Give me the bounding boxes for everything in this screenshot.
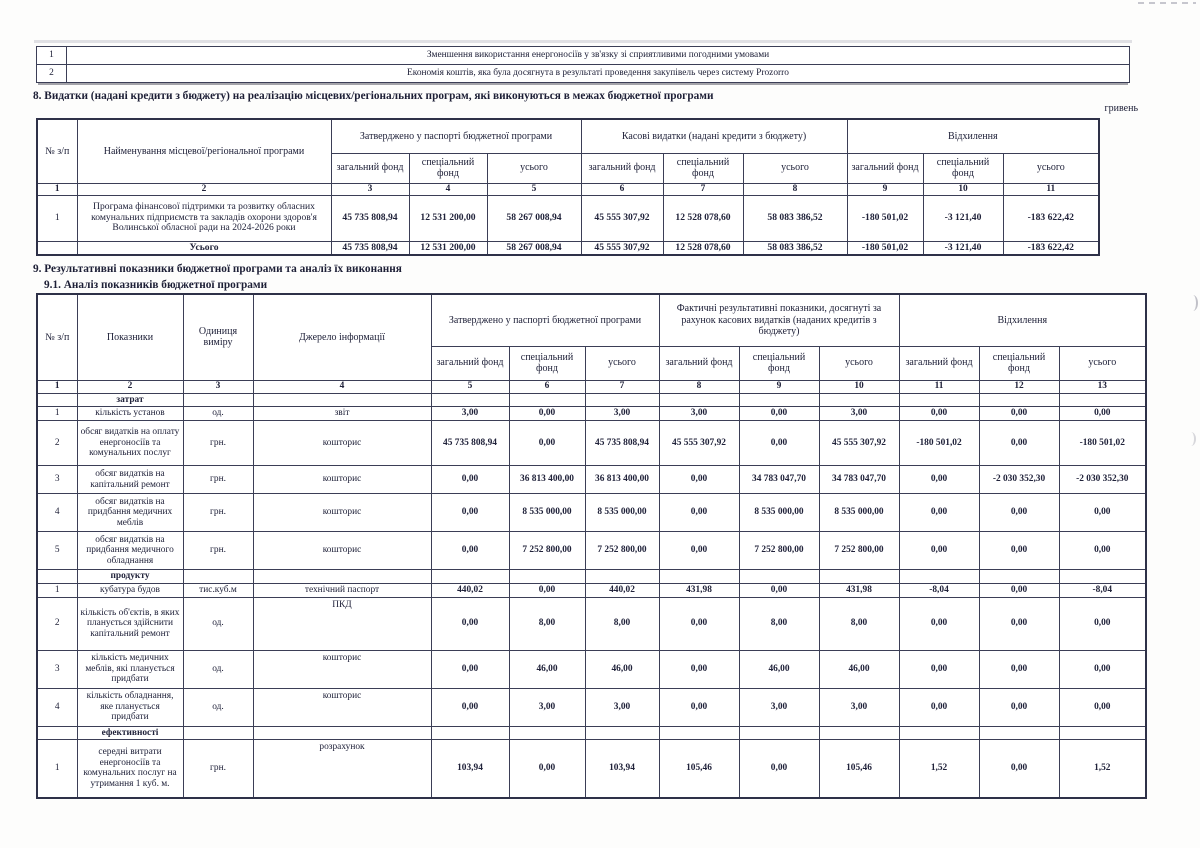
table-cell: 10	[819, 380, 899, 393]
table-cell: -3 121,40	[923, 241, 1003, 255]
table-cell	[37, 393, 77, 407]
table-cell: -2 030 352,30	[1059, 466, 1146, 494]
table-cell: 11	[1003, 183, 1099, 195]
table-cell: 0,00	[739, 421, 819, 466]
table-cell: 8,00	[585, 597, 659, 650]
table-cell: 3,00	[819, 688, 899, 726]
table-group-header-row	[37, 294, 1146, 346]
table-cell	[899, 570, 979, 584]
table-cell: 0,00	[899, 494, 979, 532]
table-cell: -183 622,42	[1003, 241, 1099, 255]
table-cell	[37, 570, 77, 584]
table-cell: 8	[659, 380, 739, 393]
table-cell: 0,00	[979, 597, 1059, 650]
table-cell	[1059, 393, 1146, 407]
table-row	[37, 183, 1099, 195]
table-cell: 58 083 386,52	[743, 241, 847, 255]
table-cell	[1059, 726, 1146, 740]
table-cell: грн.	[183, 494, 253, 532]
table-cell: 45 555 307,92	[819, 421, 899, 466]
table-row	[37, 65, 1130, 83]
table-cell: 105,46	[659, 740, 739, 798]
table-cell: 4	[37, 688, 77, 726]
table-cell: 5	[487, 183, 581, 195]
table-cell	[37, 241, 77, 255]
table-cell: 431,98	[659, 583, 739, 597]
table-cell: кошторис	[253, 421, 431, 466]
table-cell	[509, 393, 585, 407]
sub-header-special-fund: спеціальний фонд	[979, 346, 1059, 380]
table-cell: 103,94	[585, 740, 659, 798]
table-cell: затрат	[77, 393, 183, 407]
table-cell: 0,00	[431, 466, 509, 494]
table-cell: 0,00	[431, 532, 509, 570]
sub-header-total: усього	[743, 153, 847, 183]
table-cell: 440,02	[431, 583, 509, 597]
table-cell: кошторис	[253, 532, 431, 570]
table-cell: 9	[739, 380, 819, 393]
table-cell	[819, 393, 899, 407]
table-cell: 8 535 000,00	[739, 494, 819, 532]
sub-header-general-fund: загальний фонд	[847, 153, 923, 183]
table-cell: 6	[509, 380, 585, 393]
table-cell: 0,00	[509, 421, 585, 466]
group-header-deviation: Відхилення	[847, 119, 1099, 153]
table-cell	[1059, 570, 1146, 584]
table-cell	[37, 726, 77, 740]
table-cell: 0,00	[739, 740, 819, 798]
table-cell	[585, 726, 659, 740]
table-cell: 0,00	[899, 597, 979, 650]
table-cell: кошторис	[253, 494, 431, 532]
sub-header-total: усього	[1003, 153, 1099, 183]
table-cell: 2	[37, 597, 77, 650]
sub-header-total: усього	[1059, 346, 1146, 380]
table-cell: 34 783 047,70	[819, 466, 899, 494]
table-cell: 8,00	[739, 597, 819, 650]
table-cell	[659, 570, 739, 584]
table-cell: 45 735 808,94	[585, 421, 659, 466]
table-row	[37, 407, 1146, 421]
table-row	[37, 241, 1099, 255]
table-cell	[979, 393, 1059, 407]
sub-header-general-fund: загальний фонд	[899, 346, 979, 380]
table-cell: 45 555 307,92	[581, 195, 663, 241]
table-cell: 3,00	[585, 688, 659, 726]
table-cell	[659, 726, 739, 740]
table-cell: 440,02	[585, 583, 659, 597]
table-cell: 0,00	[659, 597, 739, 650]
table-cell: 12	[979, 380, 1059, 393]
scan-artifact-margin-mark	[1186, 432, 1196, 446]
table-cell	[739, 393, 819, 407]
table-cell: 4	[37, 494, 77, 532]
table-cell: звіт	[253, 407, 431, 421]
table-row	[37, 494, 1146, 532]
table-cell: 103,94	[431, 740, 509, 798]
scan-artifact-cut-line	[34, 40, 1132, 43]
table-cell	[899, 393, 979, 407]
table-cell: 3,00	[431, 407, 509, 421]
table-cell: 105,46	[819, 740, 899, 798]
table-cell: 3	[183, 380, 253, 393]
table-cell	[431, 726, 509, 740]
table-cell: од.	[183, 650, 253, 688]
table-cell: 431,98	[819, 583, 899, 597]
table-cell: 45 735 808,94	[331, 195, 409, 241]
table-cell: 12 531 200,00	[409, 241, 487, 255]
table-cell: 0,00	[1059, 597, 1146, 650]
sub-header-total: усього	[487, 153, 581, 183]
col-header-num: № з/п	[37, 119, 77, 183]
col-header-unit: Одиниця виміру	[183, 294, 253, 380]
table-row	[37, 688, 1146, 726]
table-cell: 7 252 800,00	[509, 532, 585, 570]
table-cell: кількість установ	[77, 407, 183, 421]
table-row	[37, 583, 1146, 597]
table-cell	[183, 393, 253, 407]
savings-notes-table	[36, 46, 1130, 83]
table-cell: 2	[37, 421, 77, 466]
section9-title: 9. Результативні показники бюджетної програми та аналіз їх виконання	[33, 263, 402, 275]
table-cell	[183, 570, 253, 584]
table-cell: 0,00	[979, 740, 1059, 798]
table-row	[37, 466, 1146, 494]
table-cell: 0,00	[509, 740, 585, 798]
table-cell	[509, 726, 585, 740]
table-cell: 0,00	[659, 532, 739, 570]
group-header-approved: Затверджено у паспорті бюджетної програми	[431, 294, 659, 346]
table-cell: кошторис	[253, 688, 431, 726]
table-cell: 0,00	[431, 597, 509, 650]
table-cell: 0,00	[509, 407, 585, 421]
table-cell: грн.	[183, 532, 253, 570]
table-cell: обсяг видатків на придбання медичних меблів	[77, 494, 183, 532]
table-cell: 2	[77, 183, 331, 195]
table-cell: кошторис	[253, 650, 431, 688]
table-cell: 0,00	[979, 583, 1059, 597]
table-cell: ПКД	[253, 597, 431, 650]
table-cell: 3	[331, 183, 409, 195]
table-cell: 0,00	[979, 494, 1059, 532]
table-cell: кількість медичних меблів, які планується придбати	[77, 650, 183, 688]
table-cell: 3,00	[739, 688, 819, 726]
table-row	[37, 421, 1146, 466]
table-cell: 1	[37, 740, 77, 798]
table-cell: 3,00	[585, 407, 659, 421]
table-cell: 8 535 000,00	[509, 494, 585, 532]
table-cell: 3	[37, 650, 77, 688]
currency-note: гривень	[1104, 103, 1138, 114]
group-header-cash: Касові видатки (надані кредити з бюджету)	[581, 119, 847, 153]
sub-header-general-fund: загальний фонд	[331, 153, 409, 183]
table-cell: обсяг видатків на придбання медичного обладнання	[77, 532, 183, 570]
table-cell: 6	[581, 183, 663, 195]
table-cell: 1	[37, 47, 67, 65]
table-cell: 46,00	[509, 650, 585, 688]
table-row	[37, 597, 1146, 650]
table-cell: 2	[77, 380, 183, 393]
table-cell: Програма фінансової підтримки та розвитку обласних комунальних підприємств та закладів охорони здоров'я Волинської обласної ради на 2024-2026 роки	[77, 195, 331, 241]
table-cell: -180 501,02	[1059, 421, 1146, 466]
group-header-actual: Фактичні результативні показники, досягнуті за рахунок касових видатків (наданих кредитів з бюджету)	[659, 294, 899, 346]
table-cell: -180 501,02	[899, 421, 979, 466]
table-cell	[819, 570, 899, 584]
table-cell: 0,00	[899, 650, 979, 688]
table-cell: 7	[663, 183, 743, 195]
table-cell: 1	[37, 195, 77, 241]
table-cell: тис.куб.м	[183, 583, 253, 597]
table-cell: 46,00	[585, 650, 659, 688]
table-cell: розрахунок	[253, 740, 431, 798]
table-cell: грн.	[183, 466, 253, 494]
group-header-approved: Затверджено у паспорті бюджетної програми	[331, 119, 581, 153]
table-cell	[979, 570, 1059, 584]
sub-header-special-fund: спеціальний фонд	[509, 346, 585, 380]
table-cell	[509, 570, 585, 584]
table-cell: -8,04	[899, 583, 979, 597]
table-cell: 11	[899, 380, 979, 393]
table-cell: 36 813 400,00	[585, 466, 659, 494]
table-cell	[659, 393, 739, 407]
section8-title: 8. Видатки (надані кредити з бюджету) на реалізацію місцевих/регіональних програм, які виконуються в межах бюджетної програми	[33, 90, 714, 102]
table-cell: 8	[743, 183, 847, 195]
table-cell: кількість об'єктів, в яких планується здійснити капітальний ремонт	[77, 597, 183, 650]
table-cell: кошторис	[253, 466, 431, 494]
table-cell: 0,00	[659, 494, 739, 532]
table-cell: 3,00	[659, 407, 739, 421]
section-label-row	[37, 570, 1146, 584]
table-cell: 13	[1059, 380, 1146, 393]
sub-header-general-fund: загальний фонд	[581, 153, 663, 183]
table-row	[37, 380, 1146, 393]
table-cell: 2	[37, 65, 67, 83]
table-cell: од.	[183, 407, 253, 421]
col-header-program-name: Найменування місцевої/регіональної програми	[77, 119, 331, 183]
table-cell: 34 783 047,70	[739, 466, 819, 494]
table-cell: 1	[37, 380, 77, 393]
table-cell: 0,00	[1059, 407, 1146, 421]
table-cell: 8,00	[509, 597, 585, 650]
table-cell: од.	[183, 597, 253, 650]
col-header-indicators: Показники	[77, 294, 183, 380]
table-cell: -8,04	[1059, 583, 1146, 597]
table-cell: 0,00	[1059, 688, 1146, 726]
group-header-deviation: Відхилення	[899, 294, 1146, 346]
regional-programs-table	[36, 118, 1100, 256]
table-cell: 46,00	[739, 650, 819, 688]
table-cell	[739, 570, 819, 584]
table-cell: 8,00	[819, 597, 899, 650]
section-label-row	[37, 393, 1146, 407]
table-cell: продукту	[77, 570, 183, 584]
table-cell: 7 252 800,00	[739, 532, 819, 570]
table-cell: 8 535 000,00	[585, 494, 659, 532]
sub-header-total: усього	[585, 346, 659, 380]
table-row	[37, 532, 1146, 570]
table-cell: 45 735 808,94	[331, 241, 409, 255]
table-cell: 9	[847, 183, 923, 195]
table-cell	[431, 570, 509, 584]
table-cell: 0,00	[979, 532, 1059, 570]
table-cell: 10	[923, 183, 1003, 195]
indicators-analysis-table	[36, 293, 1147, 799]
table-cell: 1	[37, 583, 77, 597]
table-row	[37, 195, 1099, 241]
table-cell: 0,00	[899, 407, 979, 421]
table-cell: 0,00	[979, 407, 1059, 421]
table-row	[37, 650, 1146, 688]
table-cell: 7	[585, 380, 659, 393]
table-cell	[979, 726, 1059, 740]
table-cell: обсяг видатків на капітальний ремонт	[77, 466, 183, 494]
table-cell: 45 555 307,92	[659, 421, 739, 466]
section9-subtitle: 9.1. Аналіз показників бюджетної програми	[44, 279, 268, 291]
table-cell: 46,00	[819, 650, 899, 688]
table-cell: середні витрати енергоносіїв та комунальних послуг на утримання 1 куб. м.	[77, 740, 183, 798]
table-cell	[253, 570, 431, 584]
table-cell: 0,00	[1059, 532, 1146, 570]
table-cell: 0,00	[659, 650, 739, 688]
col-header-num: № з/п	[37, 294, 77, 380]
table-row	[37, 47, 1130, 65]
table-cell	[253, 393, 431, 407]
table-cell	[253, 726, 431, 740]
section-label-row	[37, 726, 1146, 740]
sub-header-general-fund: загальний фонд	[431, 346, 509, 380]
table-cell: 0,00	[899, 688, 979, 726]
scan-artifact-top-dashes	[1138, 2, 1196, 4]
table-cell: 45 735 808,94	[431, 421, 509, 466]
table-cell: 12 528 078,60	[663, 195, 743, 241]
table-cell: обсяг видатків на оплату енергоносіїв та комунальних послуг	[77, 421, 183, 466]
table-cell: -3 121,40	[923, 195, 1003, 241]
table-cell: Зменшення використання енергоносіїв у зв'язку зі сприятливими погодними умовами	[67, 47, 1130, 65]
table-cell: -183 622,42	[1003, 195, 1099, 241]
table-cell: 0,00	[899, 532, 979, 570]
table-cell: 5	[431, 380, 509, 393]
table-cell: -2 030 352,30	[979, 466, 1059, 494]
table-cell: 12 528 078,60	[663, 241, 743, 255]
table-cell: 58 267 008,94	[487, 241, 581, 255]
table-cell: 1	[37, 407, 77, 421]
table-cell: Економія коштів, яка була досягнута в результаті проведення закупівель через систему Prozorro	[67, 65, 1130, 83]
table-cell: 0,00	[979, 688, 1059, 726]
table-cell	[585, 570, 659, 584]
table-cell	[431, 393, 509, 407]
table-cell: 3	[37, 466, 77, 494]
table-cell: 3,00	[819, 407, 899, 421]
table-cell	[899, 726, 979, 740]
sub-header-special-fund: спеціальний фонд	[923, 153, 1003, 183]
table-cell	[183, 726, 253, 740]
table-cell	[819, 726, 899, 740]
table-cell: 45 555 307,92	[581, 241, 663, 255]
table-cell: 12 531 200,00	[409, 195, 487, 241]
table-cell: 0,00	[509, 583, 585, 597]
table-cell: 0,00	[979, 650, 1059, 688]
table-cell: 4	[253, 380, 431, 393]
table-cell: 0,00	[431, 650, 509, 688]
table-cell: од.	[183, 688, 253, 726]
scan-artifact-margin-mark	[1188, 295, 1198, 311]
table-cell: 1	[37, 183, 77, 195]
table-cell: 0,00	[659, 466, 739, 494]
table-cell: 0,00	[431, 494, 509, 532]
table-cell: -180 501,02	[847, 241, 923, 255]
table-cell: 7 252 800,00	[819, 532, 899, 570]
table-cell: кількість обладнання, яке планується придбати	[77, 688, 183, 726]
table-cell: 0,00	[739, 583, 819, 597]
table-cell: кубатура будов	[77, 583, 183, 597]
table-cell: грн.	[183, 740, 253, 798]
table-cell: 0,00	[739, 407, 819, 421]
table-group-header-row	[37, 119, 1099, 153]
table-cell: Усього	[77, 241, 331, 255]
table-cell: 58 083 386,52	[743, 195, 847, 241]
table-cell: 0,00	[899, 466, 979, 494]
table-cell: 5	[37, 532, 77, 570]
table-cell: 1,52	[1059, 740, 1146, 798]
table-row	[37, 740, 1146, 798]
sub-header-general-fund: загальний фонд	[659, 346, 739, 380]
col-header-source: Джерело інформації	[253, 294, 431, 380]
table-cell: технічний паспорт	[253, 583, 431, 597]
table-cell: 0,00	[1059, 494, 1146, 532]
table-cell: 0,00	[1059, 650, 1146, 688]
table-cell: грн.	[183, 421, 253, 466]
table-cell: 4	[409, 183, 487, 195]
table-cell: 8 535 000,00	[819, 494, 899, 532]
table-cell	[585, 393, 659, 407]
table-cell: 36 813 400,00	[509, 466, 585, 494]
sub-header-total: усього	[819, 346, 899, 380]
sub-header-special-fund: спеціальний фонд	[409, 153, 487, 183]
table-cell: -180 501,02	[847, 195, 923, 241]
table-cell: 0,00	[431, 688, 509, 726]
table-cell	[739, 726, 819, 740]
table-cell: 3,00	[509, 688, 585, 726]
table-cell: 0,00	[659, 688, 739, 726]
table-cell: 58 267 008,94	[487, 195, 581, 241]
sub-header-special-fund: спеціальний фонд	[663, 153, 743, 183]
sub-header-special-fund: спеціальний фонд	[739, 346, 819, 380]
table-cell: ефективності	[77, 726, 183, 740]
table-cell: 1,52	[899, 740, 979, 798]
table-cell: 7 252 800,00	[585, 532, 659, 570]
table-cell: 0,00	[979, 421, 1059, 466]
